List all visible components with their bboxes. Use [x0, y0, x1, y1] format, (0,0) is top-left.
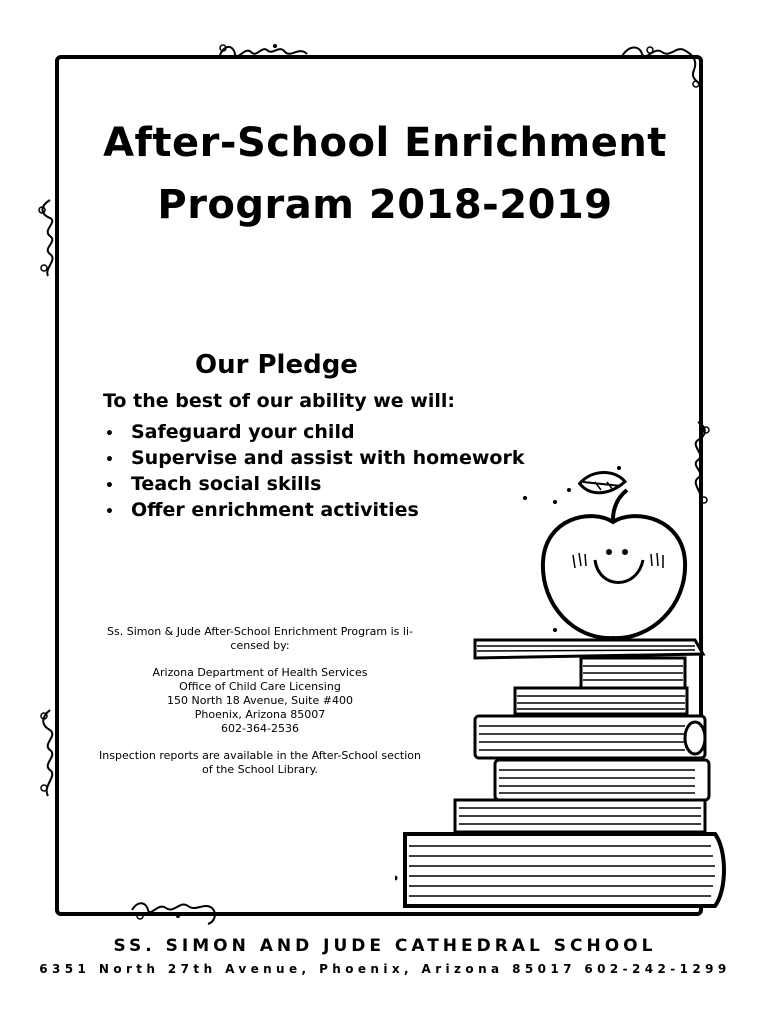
title-line-1: After-School Enrichment	[103, 120, 667, 166]
pledge-item-text: Offer enrichment activities	[131, 499, 419, 521]
pledge-heading: Our Pledge	[195, 350, 358, 380]
border-swirl-left-lower-icon	[36, 708, 62, 798]
office-name: Office of Child Care Licensing	[179, 680, 341, 693]
border-swirl-bottom-icon	[128, 898, 223, 928]
license-notice	[95, 625, 425, 790]
apple-on-books-icon	[395, 460, 730, 920]
bullet-icon: •	[105, 478, 114, 494]
border-swirl-top-right-icon	[620, 42, 705, 92]
footer-school-name: SS. SIMON AND JUDE CATHEDRAL SCHOOL	[113, 936, 657, 956]
pledge-item	[103, 420, 524, 446]
inspection-note	[95, 749, 425, 777]
bullet-icon: •	[105, 426, 114, 442]
agency-name: Arizona Department of Health Services	[152, 666, 368, 679]
inspection-note-line-2: of the School Library.	[201, 763, 319, 776]
agency-street: 150 North 18 Avenue, Suite #400	[167, 694, 353, 707]
license-statement-line-2: censed by:	[230, 639, 290, 652]
agency-city: Phoenix, Arizona 85007	[194, 708, 326, 721]
page-title	[0, 112, 770, 236]
border-swirl-top-left-icon	[215, 40, 315, 64]
license-statement-line-1: Ss. Simon & Jude After-School Enrichment Program is li-	[107, 625, 413, 638]
pledge-item-text: Teach social skills	[131, 473, 322, 495]
licensing-agency-address	[95, 666, 425, 736]
pledge-intro: To the best of our ability we will:	[103, 390, 455, 412]
inspection-note-line-1: Inspection reports are available in the After-School section	[99, 749, 421, 762]
bullet-icon: •	[105, 504, 114, 520]
license-statement	[95, 625, 425, 653]
footer-address: 6351 North 27th Avenue, Phoenix, Arizona 85017 602-242-1299	[39, 962, 731, 976]
bullet-icon: •	[105, 452, 114, 468]
pledge-item-text: Supervise and assist with homework	[131, 447, 525, 469]
pledge-item-text: Safeguard your child	[131, 421, 355, 443]
title-line-2: Program 2018-2019	[157, 182, 613, 228]
agency-phone: 602-364-2536	[221, 722, 299, 735]
